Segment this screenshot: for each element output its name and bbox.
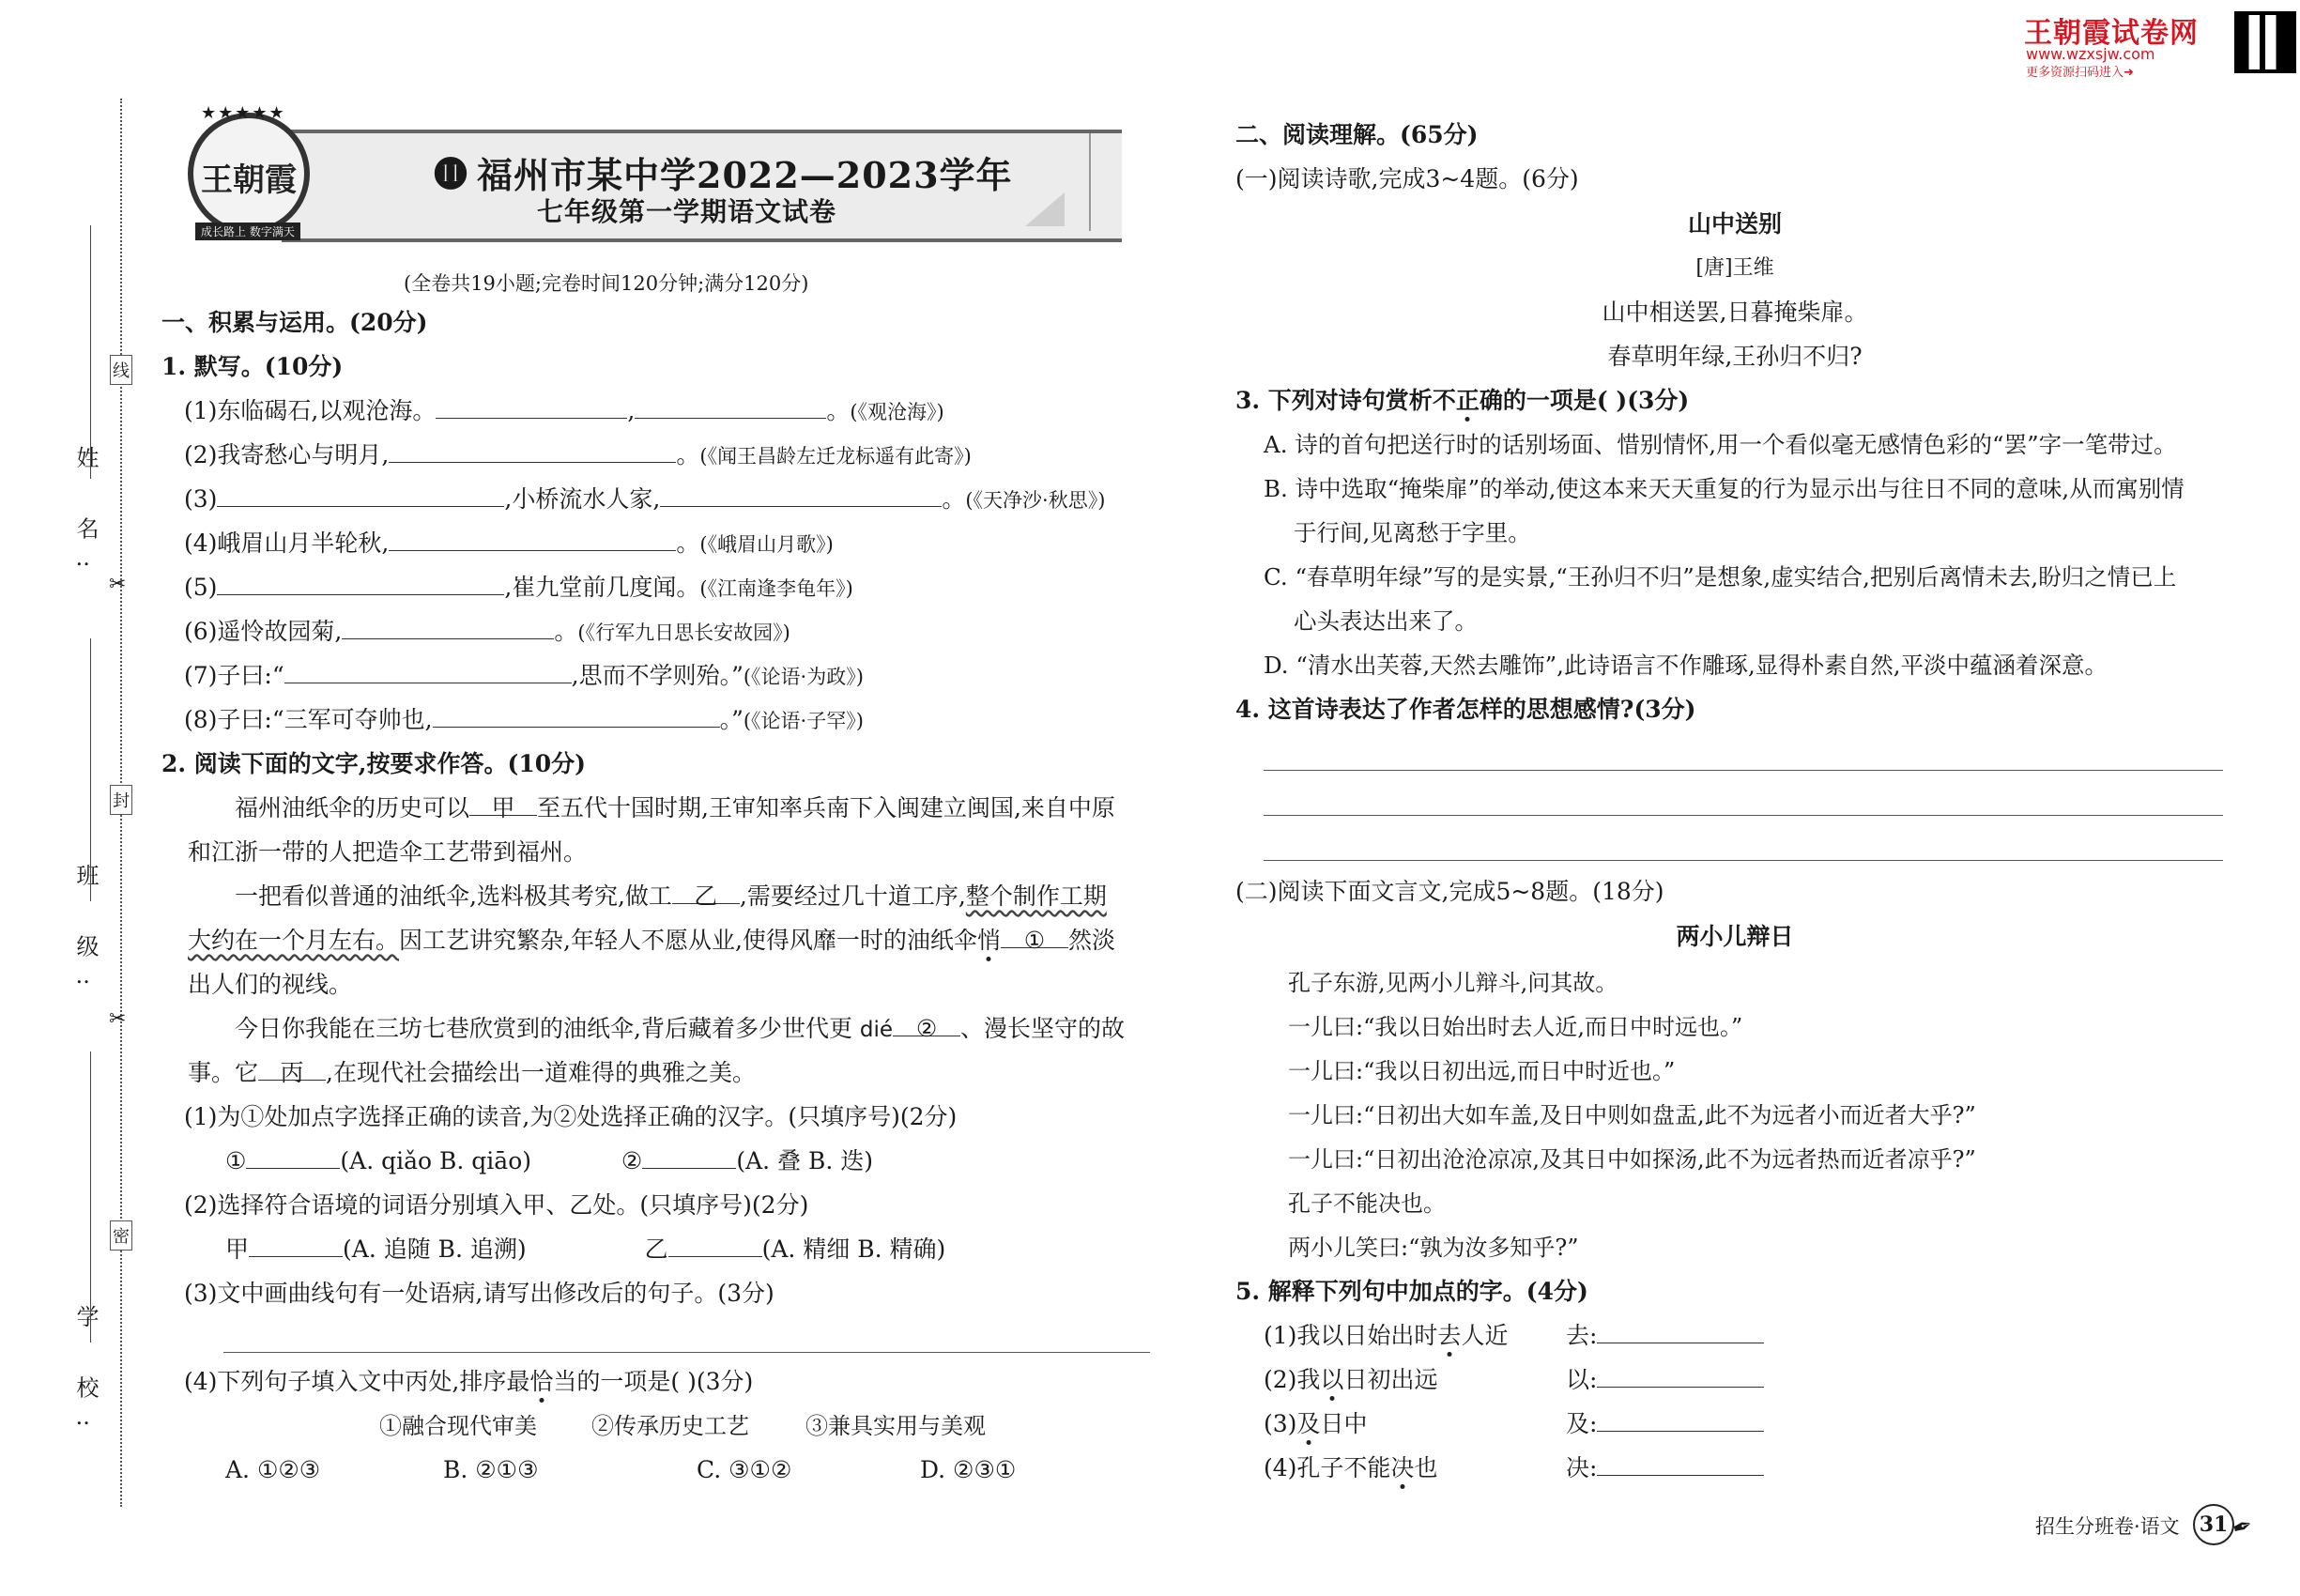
q5-item-1-b: 人近 (1461, 1322, 1509, 1349)
q2-p3d: ,在现代社会描绘出一道难得的典雅之美。 (326, 1059, 756, 1086)
classical-line-3: 一儿曰:“我以日初出远,而日中时近也。” (1288, 1058, 1676, 1084)
margin-class-label: 班 级: (72, 864, 99, 1006)
q5-item-1-blank[interactable] (1597, 1320, 1764, 1343)
q2-sub1-b-blank[interactable] (642, 1145, 736, 1169)
q5-item-4-blank[interactable] (1597, 1452, 1764, 1476)
q2-sub1-a-blank[interactable] (246, 1145, 340, 1169)
q1-item-6-post: 。 (554, 618, 578, 645)
q3-option-b-line-2: 于行间,见离愁于字里。 (1294, 519, 1531, 546)
q2-sub2-a-options: (A. 追随 B. 追溯) (343, 1235, 527, 1263)
q1-item-4-blank[interactable] (389, 528, 676, 551)
logo-stars: ★★★★★ (201, 103, 286, 123)
q4-title: 4. 这首诗表达了作者怎样的思想感情?(3分) (1235, 696, 1696, 723)
q1-item-8-src: (《论语·子罕》) (743, 710, 864, 732)
q3-option-b-line-1[interactable]: B. 诗中选取“掩柴扉”的举动,使这本来天天重复的行为显示出与往日不同的意味,从而寓别情 (1264, 475, 2185, 502)
q2-sub3-answer-line[interactable] (223, 1352, 1150, 1353)
q5-item-4-a: (4)孔子不能 (1264, 1454, 1391, 1481)
q1-item-5-mid: ,崔九堂前几度闻。 (504, 574, 700, 601)
q2-passage-line-7 (188, 1057, 756, 1089)
q5-item-2 (1264, 1364, 1437, 1396)
q2-blank-jia[interactable] (469, 792, 537, 821)
q1-item-4-post: 。 (676, 529, 700, 557)
q5-item-3-answer (1566, 1408, 1764, 1440)
q2-passage-line-1 (235, 792, 1115, 824)
margin-school-label: 学 校: (72, 1305, 99, 1448)
q2-passage-line-5 (188, 969, 352, 1001)
q2-sub4-option-c[interactable]: C. ③①② (697, 1456, 792, 1483)
q2-sub1: (1)为①处加点字选择正确的读音,为②处选择正确的汉字。(只填序号)(2分) (184, 1103, 958, 1130)
q2-sub4-option-a[interactable]: A. ①②③ (225, 1456, 321, 1483)
q2-p1c: 和江浙一带的人把造伞工艺带到福州。 (188, 838, 588, 866)
q2-sub4-option-d[interactable]: D. ②③① (920, 1456, 1017, 1483)
q2-p2a: 一把看似普通的油纸伞,选料极其考究,做工 (235, 882, 672, 910)
q2-sub1-b-label: ② (621, 1147, 643, 1174)
q5-title: 5. 解释下列句中加点的字。(4分) (1235, 1278, 1588, 1305)
q1-item-7 (184, 660, 864, 693)
q2-p2b: ,需要经过几十道工序, (739, 882, 966, 910)
q5-item-4-b: 也 (1414, 1454, 1438, 1481)
poem-line-2: 春草明年绿,王孙归不归? (1607, 343, 1863, 370)
q3-title-b: 的一项是( )(3分) (1502, 387, 1690, 414)
q2-sub4-item-1: ①融合现代审美 (379, 1413, 537, 1439)
q2-sub2-b-label: 乙 (644, 1235, 668, 1263)
q5-item-1-answer (1566, 1320, 1764, 1352)
brand-site-hint: 更多资源扫码进入➜ (2026, 66, 2134, 80)
margin-seal-mark: 封 (110, 785, 132, 815)
q5-item-2-dotted: 以 (1320, 1366, 1344, 1393)
q2-sub2: (2)选择符合语境的词语分别填入甲、乙处。(只填序号)(2分) (184, 1191, 809, 1219)
q1-item-2 (184, 439, 972, 472)
q1-item-1 (184, 395, 944, 428)
page-number: 31 (2193, 1504, 2234, 1545)
q2-passage-line-3 (235, 881, 1107, 913)
q2-sub1-a-label: ① (225, 1147, 247, 1174)
q5-item-2-answer (1566, 1364, 1764, 1396)
q1-item-1-post: 。 (826, 397, 851, 424)
q3-option-a[interactable]: A. 诗的首句把送行时的话别场面、惜别情怀,用一个看似毫无感情色彩的“罢”字一笔带过。 (1264, 431, 2177, 458)
scissors-icon: ✂ (109, 1007, 127, 1031)
q2-title (161, 748, 586, 780)
q2-p2e: 出人们的视线。 (188, 971, 353, 998)
q2-title-text: 2. 阅读下面的文字,按要求作答。(10分) (161, 750, 586, 777)
q2-sub2-a-label: 甲 (225, 1235, 250, 1263)
scissors-icon: ✂ (109, 573, 127, 596)
q2-passage-line-6 (235, 1013, 1125, 1046)
q2-p1b: 至五代十国时期,王审知率兵南下入闽建立闽国,来自中原 (537, 794, 1115, 821)
logo-text: 王朝霞 (201, 161, 297, 199)
q1-item-6-pre: (6)遥怜故园菊, (184, 618, 343, 645)
q2-blank-2-label: ② (915, 1015, 938, 1042)
q3-option-c-line-2: 心头表达出来了。 (1294, 607, 1478, 635)
q1-item-1-src: (《观沧海》) (850, 401, 944, 423)
q3-title (1235, 385, 1689, 417)
q2-blank-bing[interactable] (258, 1057, 326, 1086)
q1-item-5-blank[interactable] (217, 572, 504, 595)
q1-item-8 (184, 704, 864, 737)
q5-item-1-dotted: 去 (1437, 1322, 1462, 1349)
q2-blank-1[interactable] (1001, 925, 1068, 954)
q1-item-3-src: (《天净沙·秋思》) (965, 489, 1106, 512)
q5-item-2-blank[interactable] (1597, 1364, 1764, 1388)
q1-item-3-mid: ,小桥流水人家, (504, 485, 661, 513)
q5-item-1-key: 去: (1566, 1322, 1598, 1349)
q5-item-3-b: 日中 (1320, 1410, 1368, 1437)
classical-line-1: 孔子东游,见两小儿辩斗,问其故。 (1288, 970, 1618, 996)
q1-item-1-pre: (1)东临碣石,以观沧海。 (184, 397, 437, 424)
q4-answer-line-2[interactable] (1264, 815, 2223, 816)
q2-p3c: 事。它 (188, 1059, 259, 1086)
q1-item-7-pre: (7)子曰:“ (184, 662, 284, 689)
q5-item-2-b: 日初出远 (1343, 1366, 1438, 1393)
q1-item-8-blank[interactable] (433, 704, 720, 728)
margin-secret-mark: 密 (110, 1220, 132, 1251)
footer-series: 招生分班卷·语文 (2035, 1515, 2180, 1538)
classical-line-7: 两小儿笑曰:“孰为汝多知乎?” (1288, 1235, 1579, 1261)
margin-class-line (90, 638, 91, 901)
title-banner-tail (1089, 133, 1117, 231)
q2-sub1-b-options: (A. 叠 B. 迭) (736, 1147, 873, 1174)
exam-info: (全卷共19小题;完卷时间120分钟;满分120分) (404, 272, 809, 295)
q2-jia-label: 甲 (491, 794, 515, 821)
margin-school-line (90, 1051, 91, 1343)
q1-item-2-pre: (2)我寄愁心与明月, (184, 441, 390, 468)
q2-sub4-item-3: ③兼具实用与美观 (805, 1413, 986, 1439)
q2-bing-label: 丙 (280, 1059, 304, 1086)
margin-name-line (90, 225, 91, 479)
section2-heading: 二、阅读理解。(65分) (1235, 121, 1479, 148)
q2-sub4-emphasis: 最恰当 (506, 1368, 577, 1395)
q1-item-7-blank[interactable] (284, 660, 572, 683)
poem-author: [唐]王维 (1695, 256, 1774, 280)
q1-item-3-blank-a[interactable] (217, 483, 504, 507)
q3-title-a: 3. 下列对诗句赏析 (1235, 387, 1433, 414)
q5-item-2-a: (2)我 (1264, 1366, 1321, 1393)
q1-item-8-pre: (8)子曰:“三军可夺帅也, (184, 706, 433, 733)
q1-item-4-src: (《峨眉山月歌》) (699, 533, 834, 556)
q5-item-3-key: 及: (1566, 1410, 1598, 1437)
q5-item-3-dotted: 及 (1296, 1410, 1321, 1437)
classical-line-5: 一儿曰:“日初出沧沧凉凉,及其日中如探汤,此不为远者热而近者凉乎?” (1288, 1146, 1976, 1173)
q2-wavy-sentence-part2: 大约在一个月左右。 (188, 927, 400, 954)
q2-p2d: 然淡 (1067, 927, 1115, 954)
q5-item-4-key: 决: (1566, 1454, 1598, 1481)
q5-item-1-a: (1)我以日始出时 (1264, 1322, 1438, 1349)
q2-p3b: 、漫长坚守的故 (960, 1015, 1126, 1042)
pen-icon: ✒ (2228, 1511, 2258, 1544)
triangle-ruler-icon (1025, 192, 1065, 226)
q1-title (161, 351, 343, 383)
q2-sub2-b-options: (A. 精细 B. 精确) (761, 1235, 946, 1263)
q1-item-8-post: 。” (719, 706, 744, 733)
brand-site-url[interactable]: www.wzxsjw.com (2026, 45, 2155, 63)
brand-block (2018, 9, 2300, 80)
logo-badge (188, 113, 310, 235)
q2-p1a: 福州油纸伞的历史可以 (235, 794, 470, 821)
q2-pinyin: dié (859, 1018, 894, 1042)
q1-item-2-src: (《闻王昌龄左迁龙标遥有此寄》) (699, 445, 972, 468)
q1-item-1-blank-a[interactable] (436, 395, 627, 419)
q2-sub3: (3)文中画曲线句有一处语病,请写出修改后的句子。(3分) (184, 1280, 774, 1307)
q4-answer-line-3[interactable] (1264, 860, 2223, 861)
poem-line-1: 山中相送罢,日暮掩柴扉。 (1602, 299, 1868, 326)
q1-item-3 (184, 483, 1105, 516)
q1-item-6-src: (《行军九日思长安故园》) (577, 622, 790, 644)
q2-sub2-b-blank[interactable] (668, 1234, 762, 1257)
q4-answer-line-1[interactable] (1264, 770, 2223, 771)
q5-item-3-a: (3) (1264, 1410, 1297, 1437)
q2-sub4-text-b: 的一项是( )(3分) (576, 1368, 754, 1395)
logo-ribbon: 成长路上 数字满天 (195, 223, 300, 240)
q5-item-4-answer (1566, 1452, 1764, 1484)
q2-passage-line-4 (188, 925, 1115, 957)
q1-item-2-blank[interactable] (389, 439, 676, 463)
q1-item-1-mid: , (627, 397, 636, 424)
part2-title: (二)阅读下面文言文,完成5~8题。(18分) (1235, 878, 1664, 905)
classical-line-2: 一儿曰:“我以日始出时去人近,而日中时远也。” (1288, 1014, 1743, 1040)
qr-code-icon[interactable] (2234, 11, 2296, 73)
q2-sub4-text-a: (4)下列句子填入文中丙处,排序 (184, 1368, 507, 1395)
brand-site-name: 王朝霞试卷网 (2024, 17, 2199, 50)
q2-sub4-item-2: ②传承历史工艺 (591, 1413, 749, 1439)
q2-sub1-a-options: (A. qiǎo B. qiāo) (340, 1147, 531, 1174)
q2-sub1-answers (225, 1145, 873, 1177)
q2-passage-line-2 (188, 836, 587, 868)
q1-title-text: 1. 默写。(10分) (161, 353, 344, 380)
classical-title: 两小儿辩日 (1676, 923, 1794, 950)
q1-item-4 (184, 528, 834, 560)
q2-blank-yi[interactable] (672, 881, 740, 910)
q1-item-3-post: 。 (942, 485, 966, 513)
q2-dotted-char: 悄 (976, 927, 1001, 954)
q1-item-6 (184, 616, 790, 649)
binding-margin (0, 0, 131, 1596)
q1-item-5 (184, 572, 853, 605)
classical-line-4: 一儿曰:“日初出大如车盖,及日中则如盘盂,此不为远者小而近者大乎?” (1288, 1102, 1976, 1128)
q1-item-6-blank[interactable] (342, 616, 554, 639)
q2-yi-label: 乙 (694, 882, 718, 910)
q5-item-4 (1264, 1452, 1437, 1484)
q5-item-4-dotted: 决 (1390, 1454, 1415, 1481)
q1-item-3-blank-b[interactable] (660, 483, 942, 507)
q3-option-c-line-1[interactable]: C. “春草明年绿”写的是实景,“王孙归不归”是想象,虚实结合,把别后离情未去,盼归之情已上 (1264, 563, 2177, 591)
poem-title: 山中送别 (1687, 210, 1782, 238)
q3-title-emphasis: 不正确 (1432, 387, 1503, 414)
q2-blank-1-label: ① (1023, 927, 1046, 954)
q3-option-d[interactable]: D. “清水出芙蓉,天然去雕饰”,此诗语言不作雕琢,显得朴素自然,平淡中蕴涵着深意。 (1264, 652, 2108, 679)
classical-line-6: 孔子不能决也。 (1288, 1190, 1446, 1217)
q2-sub4-option-b[interactable]: B. ②①③ (443, 1456, 539, 1483)
margin-name-label: 姓 名: (72, 446, 99, 589)
q1-item-7-src: (《论语·为政》) (743, 666, 864, 688)
q5-item-1 (1264, 1320, 1508, 1352)
q1-item-3-pre: (3) (184, 485, 218, 513)
q1-item-2-post: 。 (676, 441, 700, 468)
margin-cut-mark: 线 (110, 355, 132, 385)
q2-sub2-answers (225, 1234, 945, 1266)
exam-number-badge: ⓫ (434, 155, 468, 194)
q1-item-5-src: (《江南逢李龟年》) (699, 577, 853, 600)
q2-p3a: 今日你我能在三坊七巷欣赏到的油纸伞,背后藏着多少世代更 (235, 1015, 852, 1042)
section1-heading: 一、积累与运用。(20分) (161, 309, 428, 336)
q2-wavy-sentence-part1: 整个制作工期 (965, 882, 1107, 910)
q2-sub4 (184, 1366, 753, 1398)
q5-item-3 (1264, 1408, 1367, 1440)
q2-blank-2[interactable] (893, 1013, 960, 1042)
q1-item-4-pre: (4)峨眉山月半轮秋, (184, 529, 390, 557)
q1-item-5-pre: (5) (184, 574, 218, 601)
q5-item-3-blank[interactable] (1597, 1408, 1764, 1432)
page-subtitle: 七年级第一学期语文试卷 (537, 196, 837, 227)
q5-item-2-key: 以: (1566, 1366, 1598, 1393)
q1-item-1-blank-b[interactable] (635, 395, 826, 419)
part1-title: (一)阅读诗歌,完成3~4题。(6分) (1235, 165, 1579, 192)
q2-sub2-a-blank[interactable] (249, 1234, 343, 1257)
q1-item-7-post: ,思而不学则殆。” (571, 662, 744, 689)
q2-p2c: 因工艺讲究繁杂,年轻人不愿从业,使得风靡一时的油纸伞 (399, 927, 977, 954)
page-title: 福州市某中学2022—2023学年 (477, 154, 1013, 196)
